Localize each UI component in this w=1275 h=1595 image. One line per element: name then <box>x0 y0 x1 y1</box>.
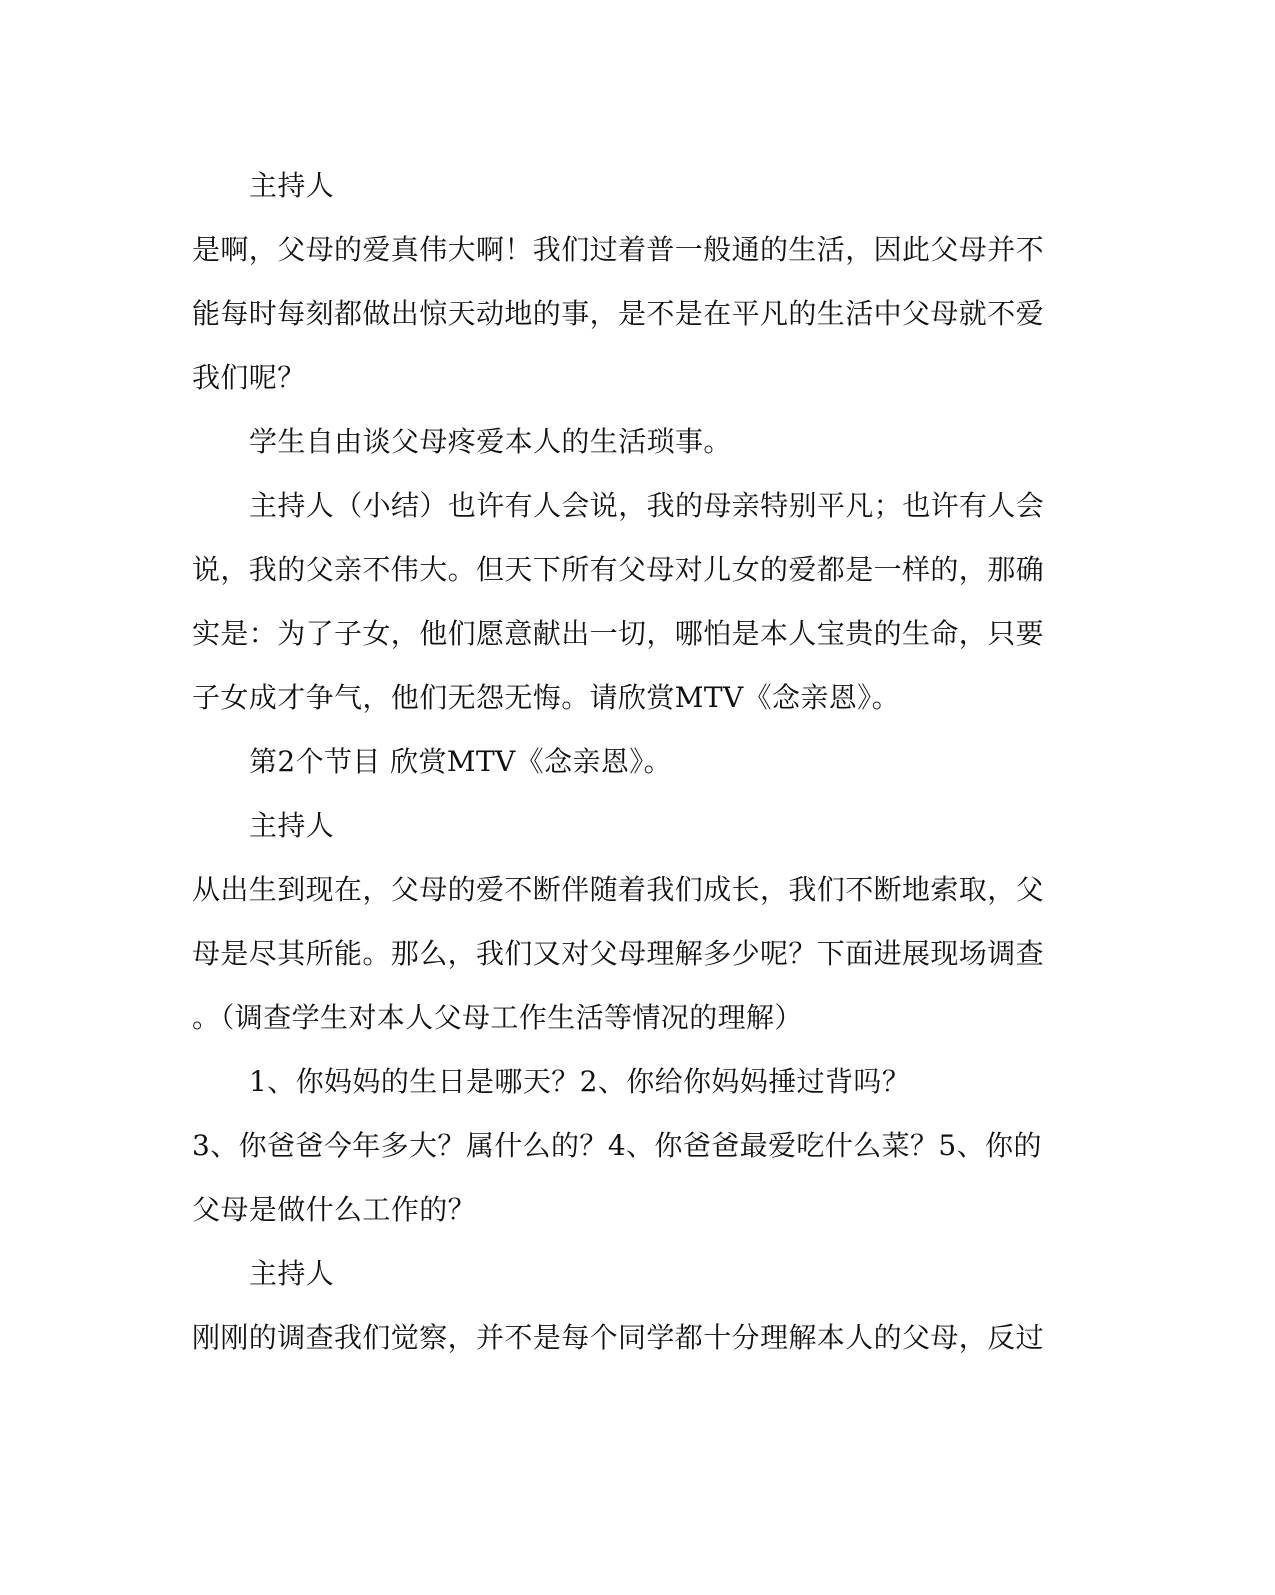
question-line: 父母是做什么工作的？ <box>192 1193 477 1226</box>
program-line: 第2个节目 欣赏MTV《念亲恩》。 <box>249 745 673 778</box>
paragraph-line: 从出生到现在，父母的爱不断伴随着我们成长，我们不断地索取，父 <box>192 873 1045 906</box>
paragraph-line: 说，我的父亲不伟大。但天下所有父母对儿女的爱都是一样的，那确 <box>192 553 1045 586</box>
paragraph-line: 主持人（小结）也许有人会说，我的母亲特别平凡；也许有人会 <box>249 489 1045 522</box>
speaker-label: 主持人 <box>249 169 335 202</box>
paragraph-line: 是啊，父母的爱真伟大啊！我们过着普一般通的生活，因此父母并不 <box>192 233 1045 266</box>
paragraph-line: 子女成才争气，他们无怨无悔。请欣赏MTV《念亲恩》。 <box>192 681 900 714</box>
paragraph-line: 实是：为了子女，他们愿意献出一切，哪怕是本人宝贵的生命，只要 <box>192 617 1045 650</box>
question-line: 1、你妈妈的生日是哪天？2、你给你妈妈捶过背吗？ <box>249 1065 911 1098</box>
speaker-label: 主持人 <box>249 1257 335 1290</box>
paragraph-line: 能每时每刻都做出惊天动地的事，是不是在平凡的生活中父母就不爱 <box>192 297 1045 330</box>
paragraph-line: 学生自由谈父母疼爱本人的生活琐事。 <box>249 425 732 458</box>
paragraph-line: 。（调查学生对本人父母工作生活等情况的理解） <box>192 1001 803 1034</box>
paragraph-line: 母是尽其所能。那么，我们又对父母理解多少呢？下面进展现场调查 <box>192 937 1045 970</box>
question-line: 3、你爸爸今年多大？属什么的？4、你爸爸最爱吃什么菜？5、你的 <box>192 1129 1042 1162</box>
speaker-label: 主持人 <box>249 809 335 842</box>
paragraph-line: 刚刚的调查我们觉察，并不是每个同学都十分理解本人的父母，反过 <box>192 1321 1045 1354</box>
paragraph-line: 我们呢？ <box>192 361 306 394</box>
